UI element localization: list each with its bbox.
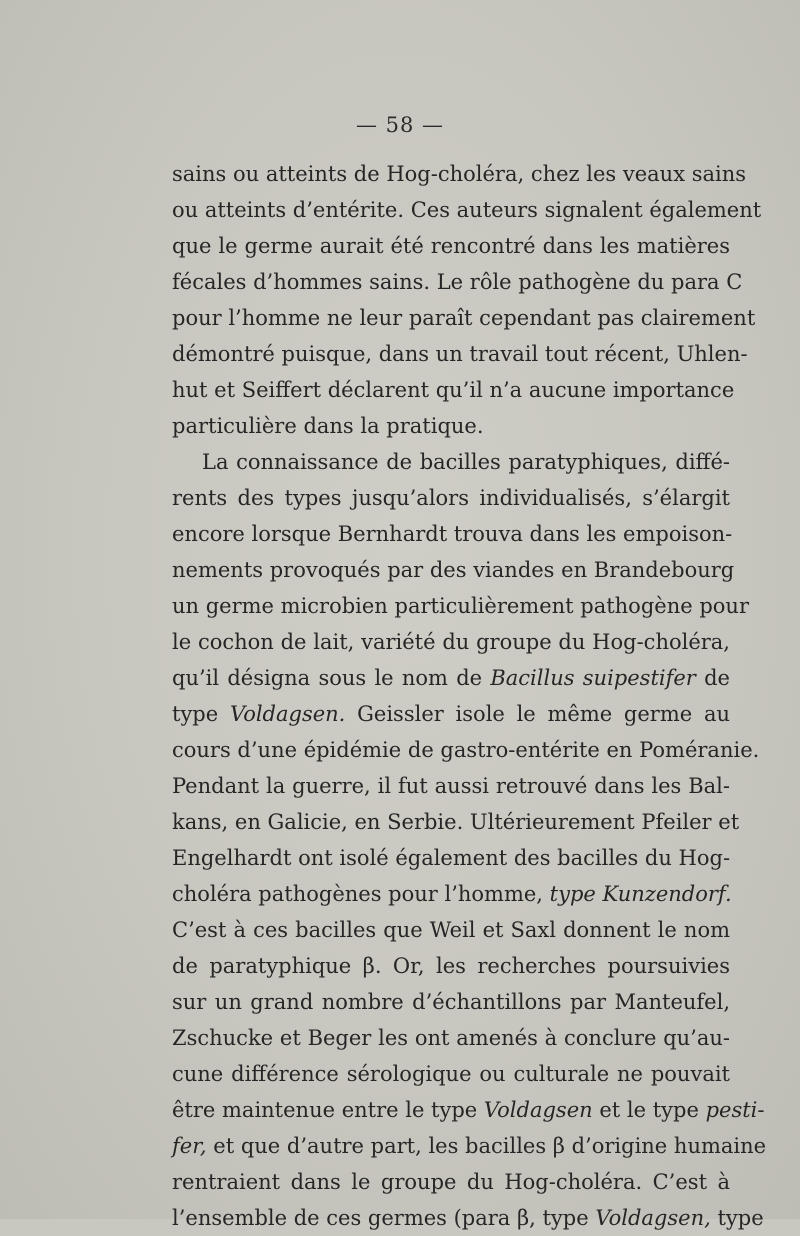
text-line <box>172 696 730 732</box>
italic-term: type Kunzendorf. <box>549 882 732 906</box>
text-line: démontré puisque, dans un travail tout récent, Uhlen- <box>172 342 748 366</box>
text-line: La connaissance de bacilles paratyphiques, diffé- <box>202 450 730 474</box>
text-line: de paratyphique β. Or, les recherches poursuivies <box>172 954 730 978</box>
text-line <box>172 1092 765 1128</box>
text-segment: Geissler isole le même germe au <box>357 702 730 726</box>
text-line: C’est à ces bacilles que Weil et Saxl donnent le nom <box>172 918 730 942</box>
body-text <box>172 156 767 1236</box>
text-segment: choléra pathogènes pour l’homme, <box>172 882 543 906</box>
italic-term: fer, <box>172 1134 207 1158</box>
text-segment: et le type <box>599 1098 699 1122</box>
text-line: hut et Seiffert déclarent qu’il n’a aucune importance <box>172 378 735 402</box>
text-line: fécales d’hommes sains. Le rôle pathogène du para C <box>172 270 743 294</box>
text-segment: et que d’autre part, les bacilles β d’origine humaine <box>213 1134 767 1158</box>
text-segment: l’ensemble de ces germes (para β, type <box>172 1206 589 1230</box>
text-line: Pendant la guerre, il fut aussi retrouvé dans les Bal- <box>172 774 730 798</box>
italic-term: Voldagsen, <box>595 1206 711 1230</box>
text-line: nements provoqués par des viandes en Brandebourg <box>172 558 735 582</box>
text-line <box>172 1200 764 1236</box>
text-line: cours d’une épidémie de gastro-entérite en Poméranie. <box>172 738 760 762</box>
text-line <box>172 876 730 912</box>
text-line: Engelhardt ont isolé également des bacilles du Hog- <box>172 846 731 870</box>
text-line: particulière dans la pratique. <box>172 414 484 438</box>
text-line <box>172 660 730 696</box>
text-segment: type <box>717 1206 764 1230</box>
text-line: un germe microbien particulièrement pathogène pour <box>172 594 749 618</box>
text-line: cune différence sérologique ou culturale ne pouvait <box>172 1062 730 1086</box>
text-line: sains ou atteints de Hog-choléra, chez les veaux sains <box>172 162 747 186</box>
text-line: rents des types jusqu’alors individualisés, s’élargit <box>172 486 730 510</box>
italic-term: Bacillus suipestifer <box>490 666 696 690</box>
text-segment: type <box>172 702 219 726</box>
text-line: ou atteints d’entérite. Ces auteurs signalent également <box>172 198 762 222</box>
text-segment: de <box>704 666 730 690</box>
text-line: encore lorsque Bernhardt trouva dans les empoison- <box>172 522 733 546</box>
page-number: — 58 — <box>355 113 445 137</box>
text-segment: être maintenue entre le type <box>172 1098 478 1122</box>
text-line: le cochon de lait, variété du groupe du Hog-choléra, <box>172 630 730 654</box>
italic-term: Voldagsen <box>483 1098 593 1122</box>
text-line: que le germe aurait été rencontré dans les matières <box>172 234 730 258</box>
italic-term: Voldagsen. <box>229 702 346 726</box>
italic-term: pesti- <box>705 1098 765 1122</box>
text-segment: qu’il désigna sous le nom de <box>172 666 483 690</box>
text-line: Zschucke et Beger les ont amenés à conclure qu’au- <box>172 1026 730 1050</box>
text-line: kans, en Galicie, en Serbie. Ultérieurement Pfeiler et <box>172 810 740 834</box>
text-line: pour l’homme ne leur paraît cependant pas clairement <box>172 306 756 330</box>
text-line: rentraient dans le groupe du Hog-choléra. C’est à <box>172 1170 730 1194</box>
text-line <box>172 1128 767 1164</box>
text-line: sur un grand nombre d’échantillons par Manteufel, <box>172 990 730 1014</box>
